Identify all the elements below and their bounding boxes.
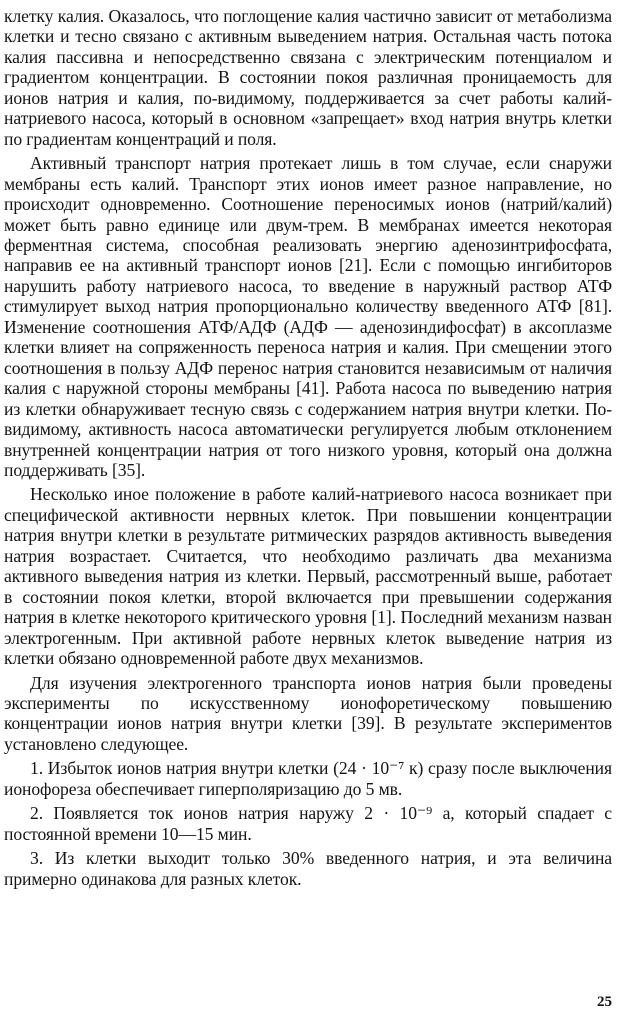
body-text <box>4 6 612 889</box>
list-item-2: 2. Появляется ток ионов натрия наружу 2 · 10⁻⁹ а, который спадает с постоянной времени 10—15 мин. <box>4 803 612 844</box>
paragraph-4: Для изучения электрогенного транспорта ионов натрия были проведены эксперименты по искусственному ионофоретическому повышению концентрации ионов натрия внутри клетки [39]. В результате экспериментов установлено следующее. <box>4 672 612 754</box>
paragraph-3: Несколько иное положение в работе калий-натриевого насоса возникает при специфической активности нервных клеток. При повышении концентрации натрия внутри клетки в результате ритмических разрядов активность выведения натрия возрастает. Считается, что необходимо различать два механизма активного выведения натрия из клетки. Первый, рассмотренный выше, работает в состоянии покоя клетки, второй включается при превышении содержания натрия в клетке некоторого критического уровня [1]. Последний механизм назван электрогенным. При активной работе нервных клеток выведение натрия из клетки обязано одновременной работе двух механизмов. <box>4 484 612 669</box>
list-item-1: 1. Избыток ионов натрия внутри клетки (24 · 10⁻⁷ к) сразу после выключения ионофореза обеспечивает гиперполяризацию до 5 мв. <box>4 758 612 799</box>
list-item-3: 3. Из клетки выходит только 30% введенного натрия, и эта величина примерно одинакова для разных клеток. <box>4 848 612 889</box>
page-number: 25 <box>597 994 612 1010</box>
paragraph-1: клетку калия. Оказалось, что поглощение калия частично зависит от метаболизма клетки и тесно связано с активным выведением натрия. Остальная часть потока калия пассивна и непосредственно связана с электрическим потенциалом и градиентом концентрации. В состоянии покоя различная проницаемость для ионов натрия и калия, по-видимому, поддерживается за счет работы калий-натриевого насоса, который в основном «запрещает» вход натрия внутрь клетки по градиентам концентраций и поля. <box>4 6 612 149</box>
paragraph-2: Активный транспорт натрия протекает лишь в том случае, если снаружи мембраны есть калий. Транспорт этих ионов имеет разное направление, но происходит одновременно. Соотношение переносимых ионов (натрий/калий) может быть равно единице или двум-трем. В мембранах имеется некоторая ферментная система, способная реализовать энергию аденозинтрифосфата, направив ее на активный транспорт ионов [21]. Если с помощью ингибиторов нарушить работу натриевого насоса, то введение в наружный раствор АТФ стимулирует выход натрия пропорционально количеству введенного АТФ [81]. Изменение соотношения АТФ/АДФ (АДФ — аденозиндифосфат) в аксоплазме клетки влияет на сопряженность переноса натрия и калия. При смещении этого соотношения в пользу АДФ перенос натрия становится независимым от наличия калия с наружной стороны мембраны [41]. Работа насоса по выведению натрия из клетки обнаруживает тесную связь с содержанием натрия внутри клетки. По-видимому, активность насоса автоматически регулируется любым отклонением внутренней концентрации натрия от того низкого уровня, который она должна поддерживать [35]. <box>4 153 612 480</box>
